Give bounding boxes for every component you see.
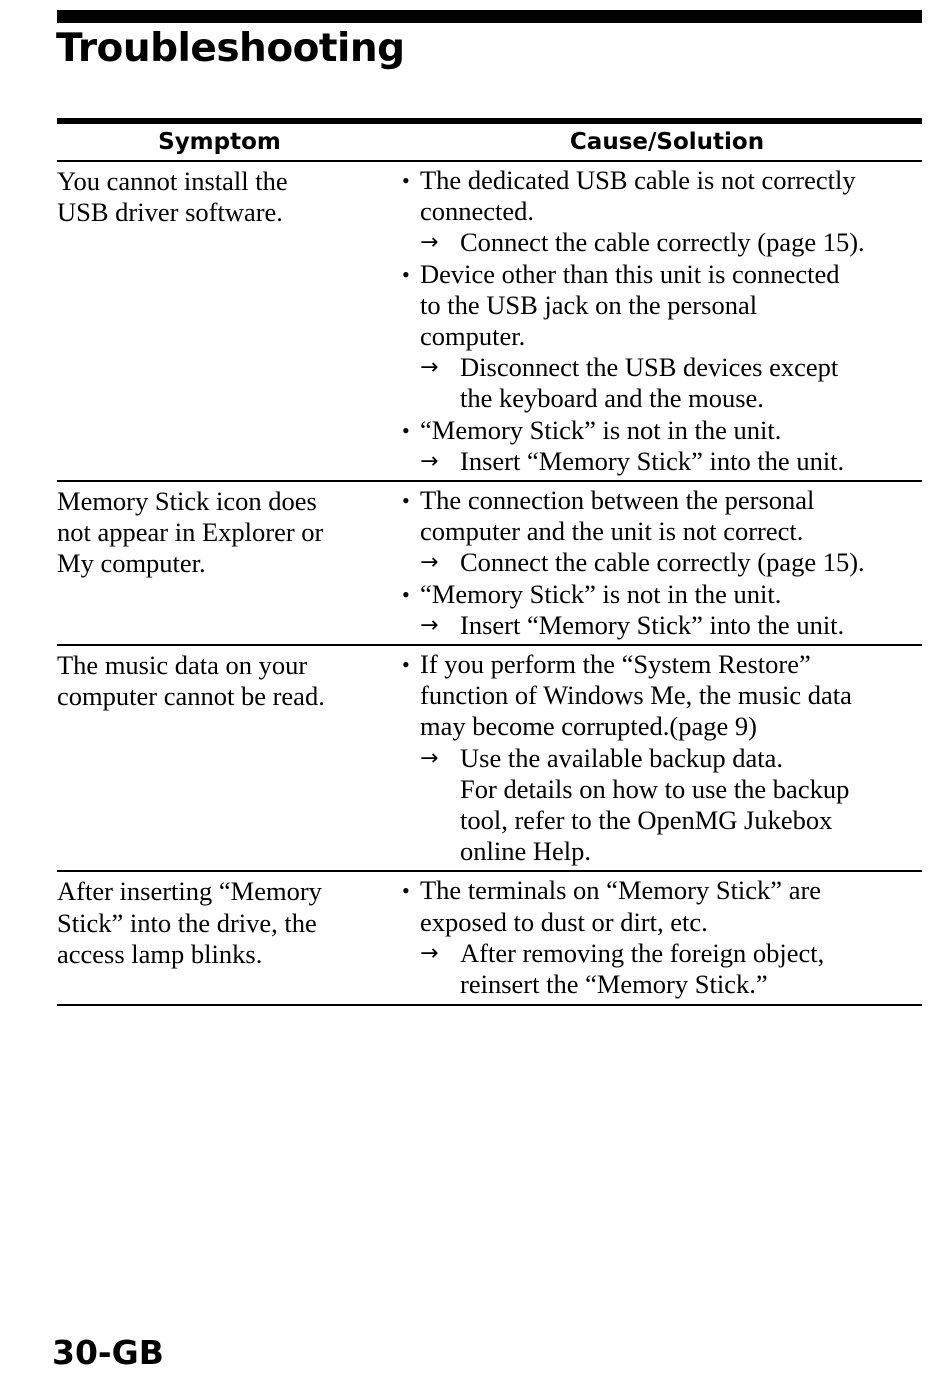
cause-body xyxy=(420,165,922,259)
symptom-line: You cannot install the xyxy=(57,166,288,196)
column-header-symptom: Symptom xyxy=(158,129,281,155)
symptom-cell xyxy=(57,875,400,1000)
solution-body xyxy=(460,547,922,578)
symptom-line: USB driver software. xyxy=(57,197,283,228)
bullet-icon: • xyxy=(402,168,410,193)
cause-body xyxy=(420,579,922,641)
cause-text-line: “Memory Stick” is not in the unit. xyxy=(420,414,782,445)
solution-item xyxy=(420,610,922,641)
symptom-cell xyxy=(57,485,400,641)
solution-body xyxy=(460,610,922,641)
solution-body xyxy=(460,743,922,868)
solution-body xyxy=(460,938,922,1000)
solution-body xyxy=(460,352,922,414)
solution-text-line: Insert “Memory Stick” into the unit. xyxy=(460,609,845,640)
symptom-line: Stick” into the drive, the xyxy=(57,907,317,938)
solution-text-line: reinsert the “Memory Stick.” xyxy=(460,969,768,1000)
table-row xyxy=(57,162,922,482)
symptom-line: not appear in Explorer or xyxy=(57,517,324,548)
cause-text-line: computer and the unit is not correct. xyxy=(420,516,804,547)
cause-text-line: “Memory Stick” is not in the unit. xyxy=(420,578,782,609)
bullet-icon: • xyxy=(402,581,410,607)
cause-item xyxy=(402,579,922,641)
solution-body xyxy=(460,446,922,477)
symptom-line: After inserting “Memory xyxy=(57,876,322,907)
cause-item xyxy=(402,649,922,867)
solution-item xyxy=(420,743,922,868)
title-rule xyxy=(57,10,922,23)
cause-text-line: The terminals on “Memory Stick” are xyxy=(420,875,822,906)
solution-text-line: online Help. xyxy=(460,836,591,867)
cause-item xyxy=(402,875,922,1000)
cause-text-line: may become corrupted.(page 9) xyxy=(420,711,757,742)
bullet-icon: • xyxy=(402,652,410,678)
cause-solution-cell xyxy=(400,485,922,641)
arrow-right-icon: → xyxy=(420,612,439,638)
table-row xyxy=(57,646,922,872)
solution-text-line: Insert “Memory Stick” into the unit. xyxy=(460,445,845,476)
arrow-right-icon: → xyxy=(420,448,439,474)
cause-item xyxy=(402,259,922,415)
cause-text-line: computer. xyxy=(420,321,526,352)
bullet-icon: • xyxy=(402,261,410,287)
solution-text-line: the keyboard and the mouse. xyxy=(460,383,764,414)
symptom-line: My computer. xyxy=(57,548,206,579)
cause-body xyxy=(420,415,922,477)
solution-text-line: Connect the cable correctly (page 15). xyxy=(460,227,865,258)
solution-item xyxy=(420,352,922,414)
symptom-cell xyxy=(57,165,400,477)
arrow-right-icon: → xyxy=(420,355,439,381)
solution-text-line: Use the available backup data. xyxy=(460,742,784,773)
bullet-icon: • xyxy=(402,417,410,443)
cause-text-line: The dedicated USB cable is not correctly xyxy=(420,165,856,195)
symptom-line: access lamp blinks. xyxy=(57,938,263,969)
solution-text-line: Connect the cable correctly (page 15). xyxy=(460,547,865,578)
cause-body xyxy=(420,875,922,1000)
solution-item xyxy=(420,227,922,258)
cause-text-line: If you perform the “System Restore” xyxy=(420,649,811,680)
symptom-line: Memory Stick icon does xyxy=(57,486,317,517)
solution-text-line: tool, refer to the OpenMG Jukebox xyxy=(460,805,833,836)
bullet-icon: • xyxy=(402,878,410,904)
cause-body xyxy=(420,259,922,415)
cause-solution-cell xyxy=(400,165,922,477)
cause-text-line: to the USB jack on the personal xyxy=(420,289,758,320)
table-header xyxy=(57,124,922,162)
solution-item xyxy=(420,547,922,578)
cause-solution-cell xyxy=(400,875,922,1000)
arrow-right-icon: → xyxy=(420,940,439,966)
symptom-cell xyxy=(57,649,400,867)
arrow-right-icon: → xyxy=(420,745,439,771)
arrow-right-icon: → xyxy=(420,230,439,256)
symptom-line: The music data on your xyxy=(57,650,308,681)
troubleshooting-table xyxy=(57,118,922,1006)
solution-text-line: After removing the foreign object, xyxy=(460,937,825,968)
bullet-icon: • xyxy=(402,488,410,514)
cause-text-line: function of Windows Me, the music data xyxy=(420,680,852,711)
table-body xyxy=(57,162,922,1006)
cause-solution-cell xyxy=(400,649,922,867)
solution-item xyxy=(420,446,922,477)
table-row xyxy=(57,872,922,1006)
cause-item xyxy=(402,165,922,259)
symptom-line: computer cannot be read. xyxy=(57,681,325,712)
cause-text-line: The connection between the personal xyxy=(420,485,815,516)
page-number: 30-GB xyxy=(52,1333,164,1372)
cause-text-line: connected. xyxy=(420,196,535,227)
table-row xyxy=(57,482,922,646)
solution-text-line: Disconnect the USB devices except xyxy=(460,352,839,383)
arrow-right-icon: → xyxy=(420,550,439,576)
cause-text-line: exposed to dust or dirt, etc. xyxy=(420,906,708,937)
cause-item xyxy=(402,415,922,477)
column-header-cause-solution: Cause/Solution xyxy=(569,129,765,155)
cause-body xyxy=(420,485,922,579)
page-title: Troubleshooting xyxy=(56,26,405,71)
cause-body xyxy=(420,649,922,867)
cause-text-line: Device other than this unit is connected xyxy=(420,258,840,289)
solution-body xyxy=(460,227,922,258)
cause-item xyxy=(402,485,922,579)
solution-item xyxy=(420,938,922,1000)
solution-text-line: For details on how to use the backup xyxy=(460,773,850,804)
